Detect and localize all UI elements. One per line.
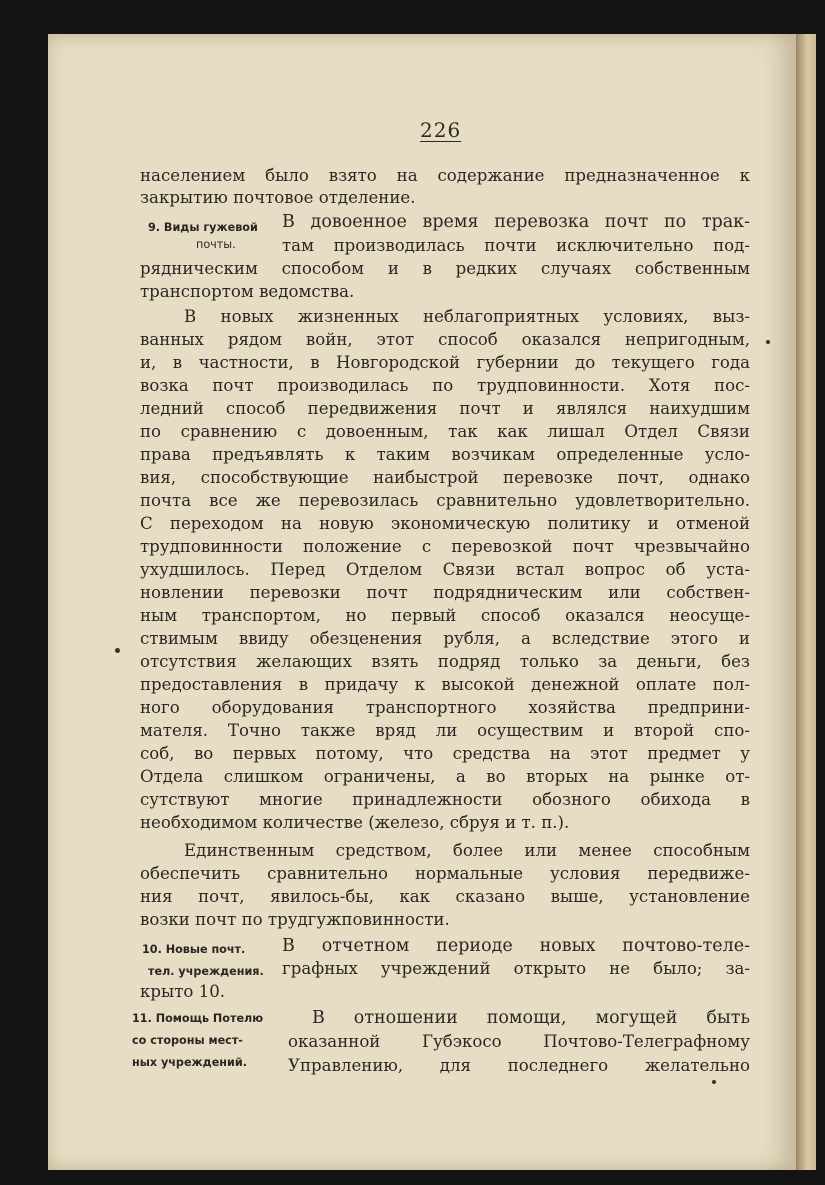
paragraph-2-line: ледний способ передвижения почт и являлся наихудшим (140, 399, 750, 418)
ink-speck (766, 340, 770, 344)
paragraph-2-line: соб, во первых потому, что средства на этот предмет у (140, 744, 750, 763)
margin-note-9: 9. Виды гужевой (148, 221, 258, 234)
paragraph-2-line: необходимом количестве (железо, сбруя и т. п.). (140, 813, 570, 832)
paragraph-2-line: вия, способствующие наибыстрой перевозке почт, однако (140, 468, 750, 487)
paragraph-3-line: Единственным средством, более или менее способным (184, 841, 750, 860)
ink-speck (115, 648, 120, 653)
paragraph-2-line: ванных рядом войн, этот способ оказался непригодным, (140, 330, 750, 349)
page-number: 226 (420, 118, 462, 142)
paragraph-3-line: возки почт по трудгужповинности. (140, 910, 450, 929)
ink-speck (712, 1080, 716, 1084)
paragraph-2-line: почта все же перевозилась сравнительно удовлетворительно. (140, 491, 750, 510)
paragraph-1-line: закрытию почтовое отделение. (140, 188, 416, 207)
paragraph-2-line: возка почт производилась по трудповинности. Хотя пос- (140, 376, 750, 395)
paragraph-2-line: отсутствия желающих взять подряд только за деньги, без (140, 652, 750, 671)
paragraph-2-line: права предъявлять к таким возчикам определенные усло- (140, 445, 750, 464)
section-10-line: графных учреждений открыто не было; за- (282, 959, 750, 978)
paragraph-2-line: ного оборудования транспортного хозяйства предприни- (140, 698, 750, 717)
section-11-line: Управлению, для последнего желательно (288, 1056, 750, 1075)
section-9-line: В довоенное время перевозка почт по трак- (282, 212, 750, 232)
paragraph-2-line: В новых жизненных неблагоприятных условиях, выз- (184, 307, 750, 326)
paragraph-2-line: и, в частности, в Новгородской губернии до текущего года (140, 353, 750, 372)
section-10-line: крыто 10. (140, 982, 226, 1001)
margin-note-10: тел. учреждения. (148, 965, 264, 978)
paragraph-3-line: ния почт, явилось-бы, как сказано выше, установление (140, 887, 750, 906)
margin-note-11: со стороны мест- (132, 1034, 243, 1047)
paragraph-2-line: С переходом на новую экономическую политику и отменой (140, 514, 750, 533)
paragraph-1-line: населением было взято на содержание предназначенное к (140, 166, 750, 185)
paragraph-2-line: Отдела слишком ограничены, а во вторых на рынке от- (140, 767, 750, 786)
paragraph-2-line: трудповинности положение с перевозкой почт чрезвычайно (140, 537, 750, 556)
section-9-line: там производилась почти исключительно под- (282, 236, 750, 255)
paragraph-2-line: сутствуют многие принадлежности обозного обихода в (140, 790, 750, 809)
paragraph-3-line: обеспечить сравнительно нормальные условия передвиже- (140, 864, 750, 883)
margin-note-10: 10. Новые почт. (142, 943, 246, 956)
section-11-line: оказанной Губэкосо Почтово-Телеграфному (288, 1032, 750, 1051)
section-9-line: транспортом ведомства. (140, 282, 355, 301)
next-page-edge (796, 34, 816, 1170)
margin-note-9: почты. (196, 238, 236, 251)
paragraph-2-line: мателя. Точно также вряд ли осуществим и второй спо- (140, 721, 750, 740)
section-11-line: В отношении помощи, могущей быть (312, 1008, 750, 1028)
paragraph-2-line: по сравнению с довоенным, так как лишал Отдел Связи (140, 422, 750, 441)
margin-note-11: ных учреждений. (132, 1056, 247, 1069)
paragraph-2-line: ствимым ввиду обезценения рубля, а вследствие этого и (140, 629, 750, 648)
paragraph-2-line: ухудшилось. Перед Отделом Связи встал вопрос об уста- (140, 560, 750, 579)
paragraph-2-line: предоставления в придачу к высокой денежной оплате пол- (140, 675, 750, 694)
paragraph-2-line: ным транспортом, но первый способ оказался неосуще- (140, 606, 750, 625)
section-9-line: рядническим способом и в редких случаях собственным (140, 259, 750, 278)
paragraph-2-line: новлении перевозки почт подрядническим или собствен- (140, 583, 750, 602)
section-10-line: В отчетном периоде новых почтово-теле- (282, 936, 750, 956)
margin-note-11: 11. Помощь Потелю (132, 1012, 264, 1025)
